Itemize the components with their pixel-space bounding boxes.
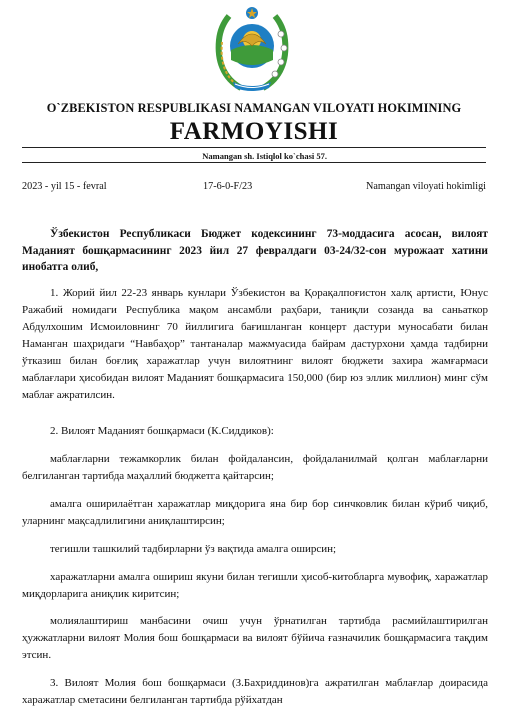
preamble-paragraph: Ўзбекистон Республикаси Бюджет кодексининг 73-моддасига асосан, вилоят Маданият бошқармасининг 2023 йил 27 февралдаги 03-24/32-сон мурожаат хатини инобатга олиб, — [22, 228, 488, 273]
paragraph-2-item-4: харажатларни амалга ошириш якуни билан тегишли ҳисоб-китобларга мувофиқ, харажатлар миқдорларига аниқлик киритсин; — [22, 571, 488, 600]
paragraph-2-item-2: амалга оширилаётган харажатлар миқдорига яна бир бор синчковлик билан кўриб чиқиб, уларнинг мақсадлилигини аниқлаштирсин; — [22, 498, 488, 527]
document-type-title: FARMOYISHI — [169, 118, 339, 145]
state-emblem — [211, 4, 293, 92]
paragraph-3: 3. Вилоят Молия бош бошқармаси (З.Бахриддинов)га ажратилган маблағлар доирасида харажатлар сметасини белгиланган тартибда рўйхатдан — [22, 677, 488, 706]
header-rule-bottom — [22, 162, 486, 163]
header-rule-top — [22, 147, 486, 148]
organization-title: O`ZBEKISTON RESPUBLIKASI NAMANGAN VILOYATI HOKIMINING — [46, 101, 462, 115]
paragraph-2: 2. Вилоят Маданият бошқармаси (К.Сиддиков): — [50, 425, 274, 437]
paragraph-2-item-1: маблағларни тежамкорлик билан фойдалансин, фойдаланилмай қолган маблағларни белгиланган тартибда маҳаллий бюджетга қайтарсин; — [22, 453, 488, 482]
paragraph-2-item-3: тегишли ташкилий тадбирларни ўз вақтида амалга оширсин; — [50, 543, 337, 555]
address-line: Namangan sh. Istiqlol ko`chasi 57. — [202, 151, 327, 161]
paragraph-1: 1. Жорий йил 22-23 январь кунлари Ўзбекистон ва Қорақалпоғистон халқ артисти, Юнус Ражабий номидаги Республика мақом ансамбли раҳбари, таниқли созанда ва саньаткор Абдулхошим Исмоиловнинг 70 йиллигига бағишланган концерт дастури муносабати билан Наманган шаҳридаги “Навбаҳор” тантаналар мажмуасида байрам дастурхони ҳамда тадбирни ўтказиш билан боғлиқ харажатлар учун вилоятнинг вилоят бюджети захира жамғармаси маблағлари ҳисобидан вилоят Маданият бошқармасига 150,000 (бир юз эллик миллион) минг сўм маблағ ажратилсин. — [22, 287, 488, 401]
paragraph-2-item-5: молиялаштириш манбасини очиш учун ўрнатилган тартибда расмийлаштирилган ҳужжатларни вилоят Молия бош бошқармаси ва вилоят бўйича ғазначилик бошқармасига тақдим этсин. — [22, 615, 488, 661]
issuing-place: Namangan viloyati hokimligi — [366, 181, 486, 192]
document-date: 2023 - yil 15 - fevral — [22, 181, 107, 192]
document-number: 17-6-0-F/23 — [203, 181, 253, 192]
